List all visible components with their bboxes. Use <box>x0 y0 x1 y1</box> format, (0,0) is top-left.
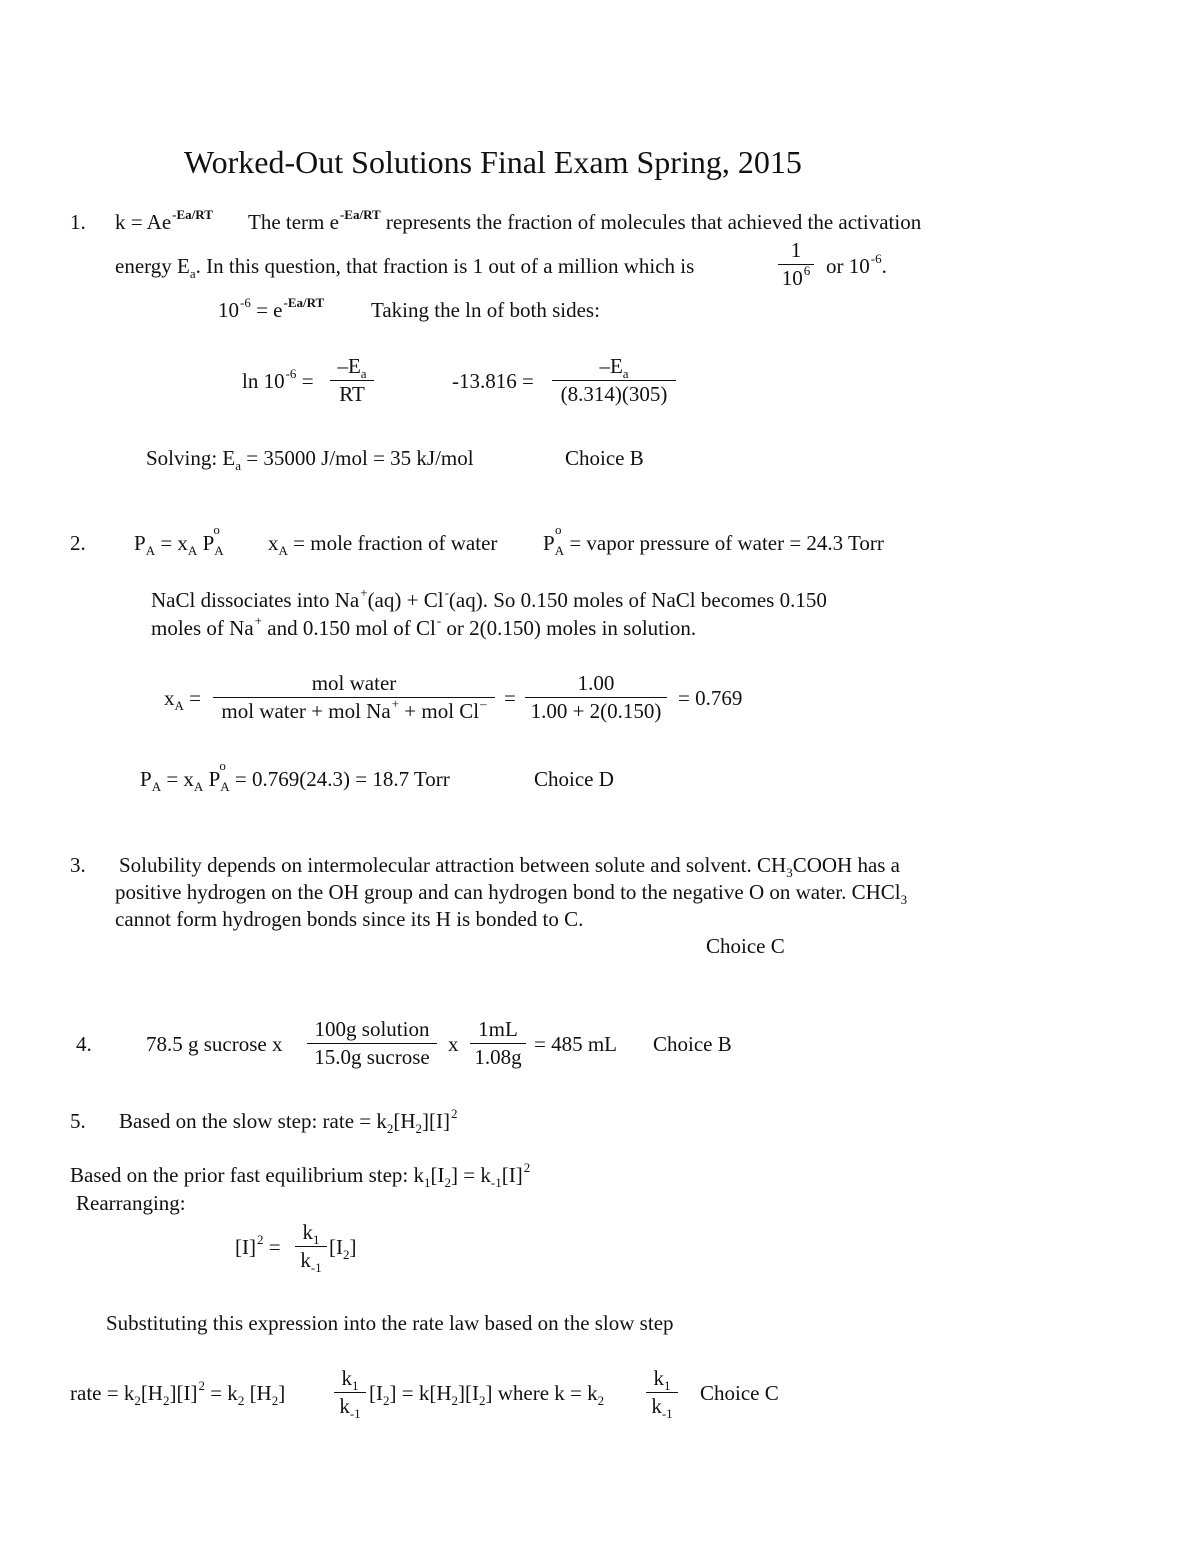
q1-choice: Choice B <box>565 446 644 470</box>
q2-mole-fraction-formula: mol water mol water + mol Na+ + mol Cl– <box>213 673 495 722</box>
q1-line2-text: energy $E_a$. In this question, that fraction is 1 out of a million which is <box>115 254 695 281</box>
q1-solving: Solving: $E_a = 35000$ J/mol = 35 kJ/mol <box>146 446 474 473</box>
q2-xa-result: = 0.769 <box>678 686 743 710</box>
q5-number: 5. <box>70 1109 86 1133</box>
q5-rate-law-part1: rate = $k_2[H_2][I]^2 = k_2$ $[H_2]$ <box>70 1378 286 1408</box>
q4-fraction-solution: 100g solution 15.0g sucrose <box>307 1019 437 1068</box>
q4-choice: Choice B <box>653 1032 732 1056</box>
q4-times: x <box>448 1032 459 1056</box>
page-title: Worked-Out Solutions Final Exam Spring, 2015 <box>184 144 802 180</box>
q5-k-ratio-fraction: $\frac{k_1}{k_{-1}}$ <box>295 1222 327 1271</box>
q5-slow-step: Based on the slow step: rate = $k_2[H_2][I]^2$ <box>119 1106 458 1136</box>
q5-choice: Choice C <box>700 1381 779 1405</box>
q2-raoult-eq: $P_A = x_A$ P o $_A$ <box>134 522 224 558</box>
q5-rate-fraction-1: $\frac{k_1}{k_{-1}}$ <box>334 1368 366 1417</box>
q5-rate-fraction-2: $\frac{k_1}{k_{-1}}$ <box>646 1368 678 1417</box>
q2-number: 2. <box>70 531 86 555</box>
q5-fast-step: Based on the prior fast equilibrium step: $k_1[I_2] = k_{-1}[I]^2$ <box>70 1160 531 1190</box>
q2-choice: Choice D <box>534 767 614 791</box>
q2-nacl-line1: NaCl dissociates into Na+(aq) + Cl-(aq). So 0.150 moles of NaCl becomes 0.150 <box>151 585 827 612</box>
q2-vapor-pressure-def: P o $_A$ = vapor pressure of water = 24.3 Torr <box>543 522 884 558</box>
q5-substituting: Substituting this expression into the rate law based on the slow step <box>106 1311 674 1335</box>
q1-arrhenius-eq: $k = Ae^{-Ea/RT}$ <box>115 207 213 234</box>
q4-number: 4. <box>76 1032 92 1056</box>
q2-equals: = <box>504 686 516 710</box>
q5-i2-tail: $[I_2]$ <box>329 1235 357 1262</box>
q5-i-squared: $[I]^2$ = <box>235 1232 281 1259</box>
q1-numeric-fraction: $\frac{-E_a}{(8.314)(305)}$ <box>552 356 676 405</box>
q1-ln-fraction: $\frac{-E_a}{RT}$ <box>330 356 374 405</box>
q3-line2: positive hydrogen on the OH group and can hydrogen bond to the negative O on water. CHCl$_3$ <box>115 880 908 907</box>
q2-xa-label: $x_A$ = <box>164 686 201 713</box>
q4-fraction-density: $\frac{1mL}{1.08g}$ <box>470 1019 526 1068</box>
q1-number: 1. <box>70 210 86 234</box>
q1-line1-text: The term $e^{-Ea/RT}$ represents the fraction of molecules that achieved the activation <box>248 207 922 234</box>
q2-mole-fraction-def: $x_A$ = mole fraction of water <box>268 531 498 558</box>
q2-numeric-fraction: $\frac{1.00}{1.00 + 2(0.150)}$ <box>525 673 667 722</box>
q3-line1: Solubility depends on intermolecular attraction between solute and solvent. $CH_3COOH$ has a <box>119 853 901 880</box>
q3-choice: Choice C <box>706 934 785 958</box>
q3-line3: cannot form hydrogen bonds since its H is bonded to C. <box>115 907 584 931</box>
q1-or-ten-minus-six: or $10^{-6}$. <box>826 251 887 278</box>
q1-ln-lhs: $\ln 10^{-6}$ = <box>242 366 314 393</box>
q4-result: = 485 mL <box>534 1032 618 1056</box>
q1-exp-equation: $10^{-6} = e^{-Ea/RT}$ <box>218 295 325 322</box>
q5-rate-law-part2: $[I_2] = k[H_2][I_2]$ where $k = k_2$ <box>369 1381 605 1408</box>
q1-taking-ln: Taking the ln of both sides: <box>371 298 600 322</box>
q3-number: 3. <box>70 853 86 877</box>
q1-fraction-one-over-million: $\frac{1}{10^6}$ <box>778 240 814 289</box>
q1-numeric-lhs: -13.816 = <box>452 369 534 393</box>
q2-final-equation: $P_A = x_A$ P o $_A$ = 0.769(24.3) = 18.7 Torr <box>140 758 450 794</box>
q4-start: 78.5 g sucrose x <box>146 1032 283 1056</box>
q2-nacl-line2: moles of Na+ and 0.150 mol of Cl- or 2(0.150) moles in solution. <box>151 613 697 640</box>
q5-rearranging: Rearranging: <box>76 1191 186 1215</box>
